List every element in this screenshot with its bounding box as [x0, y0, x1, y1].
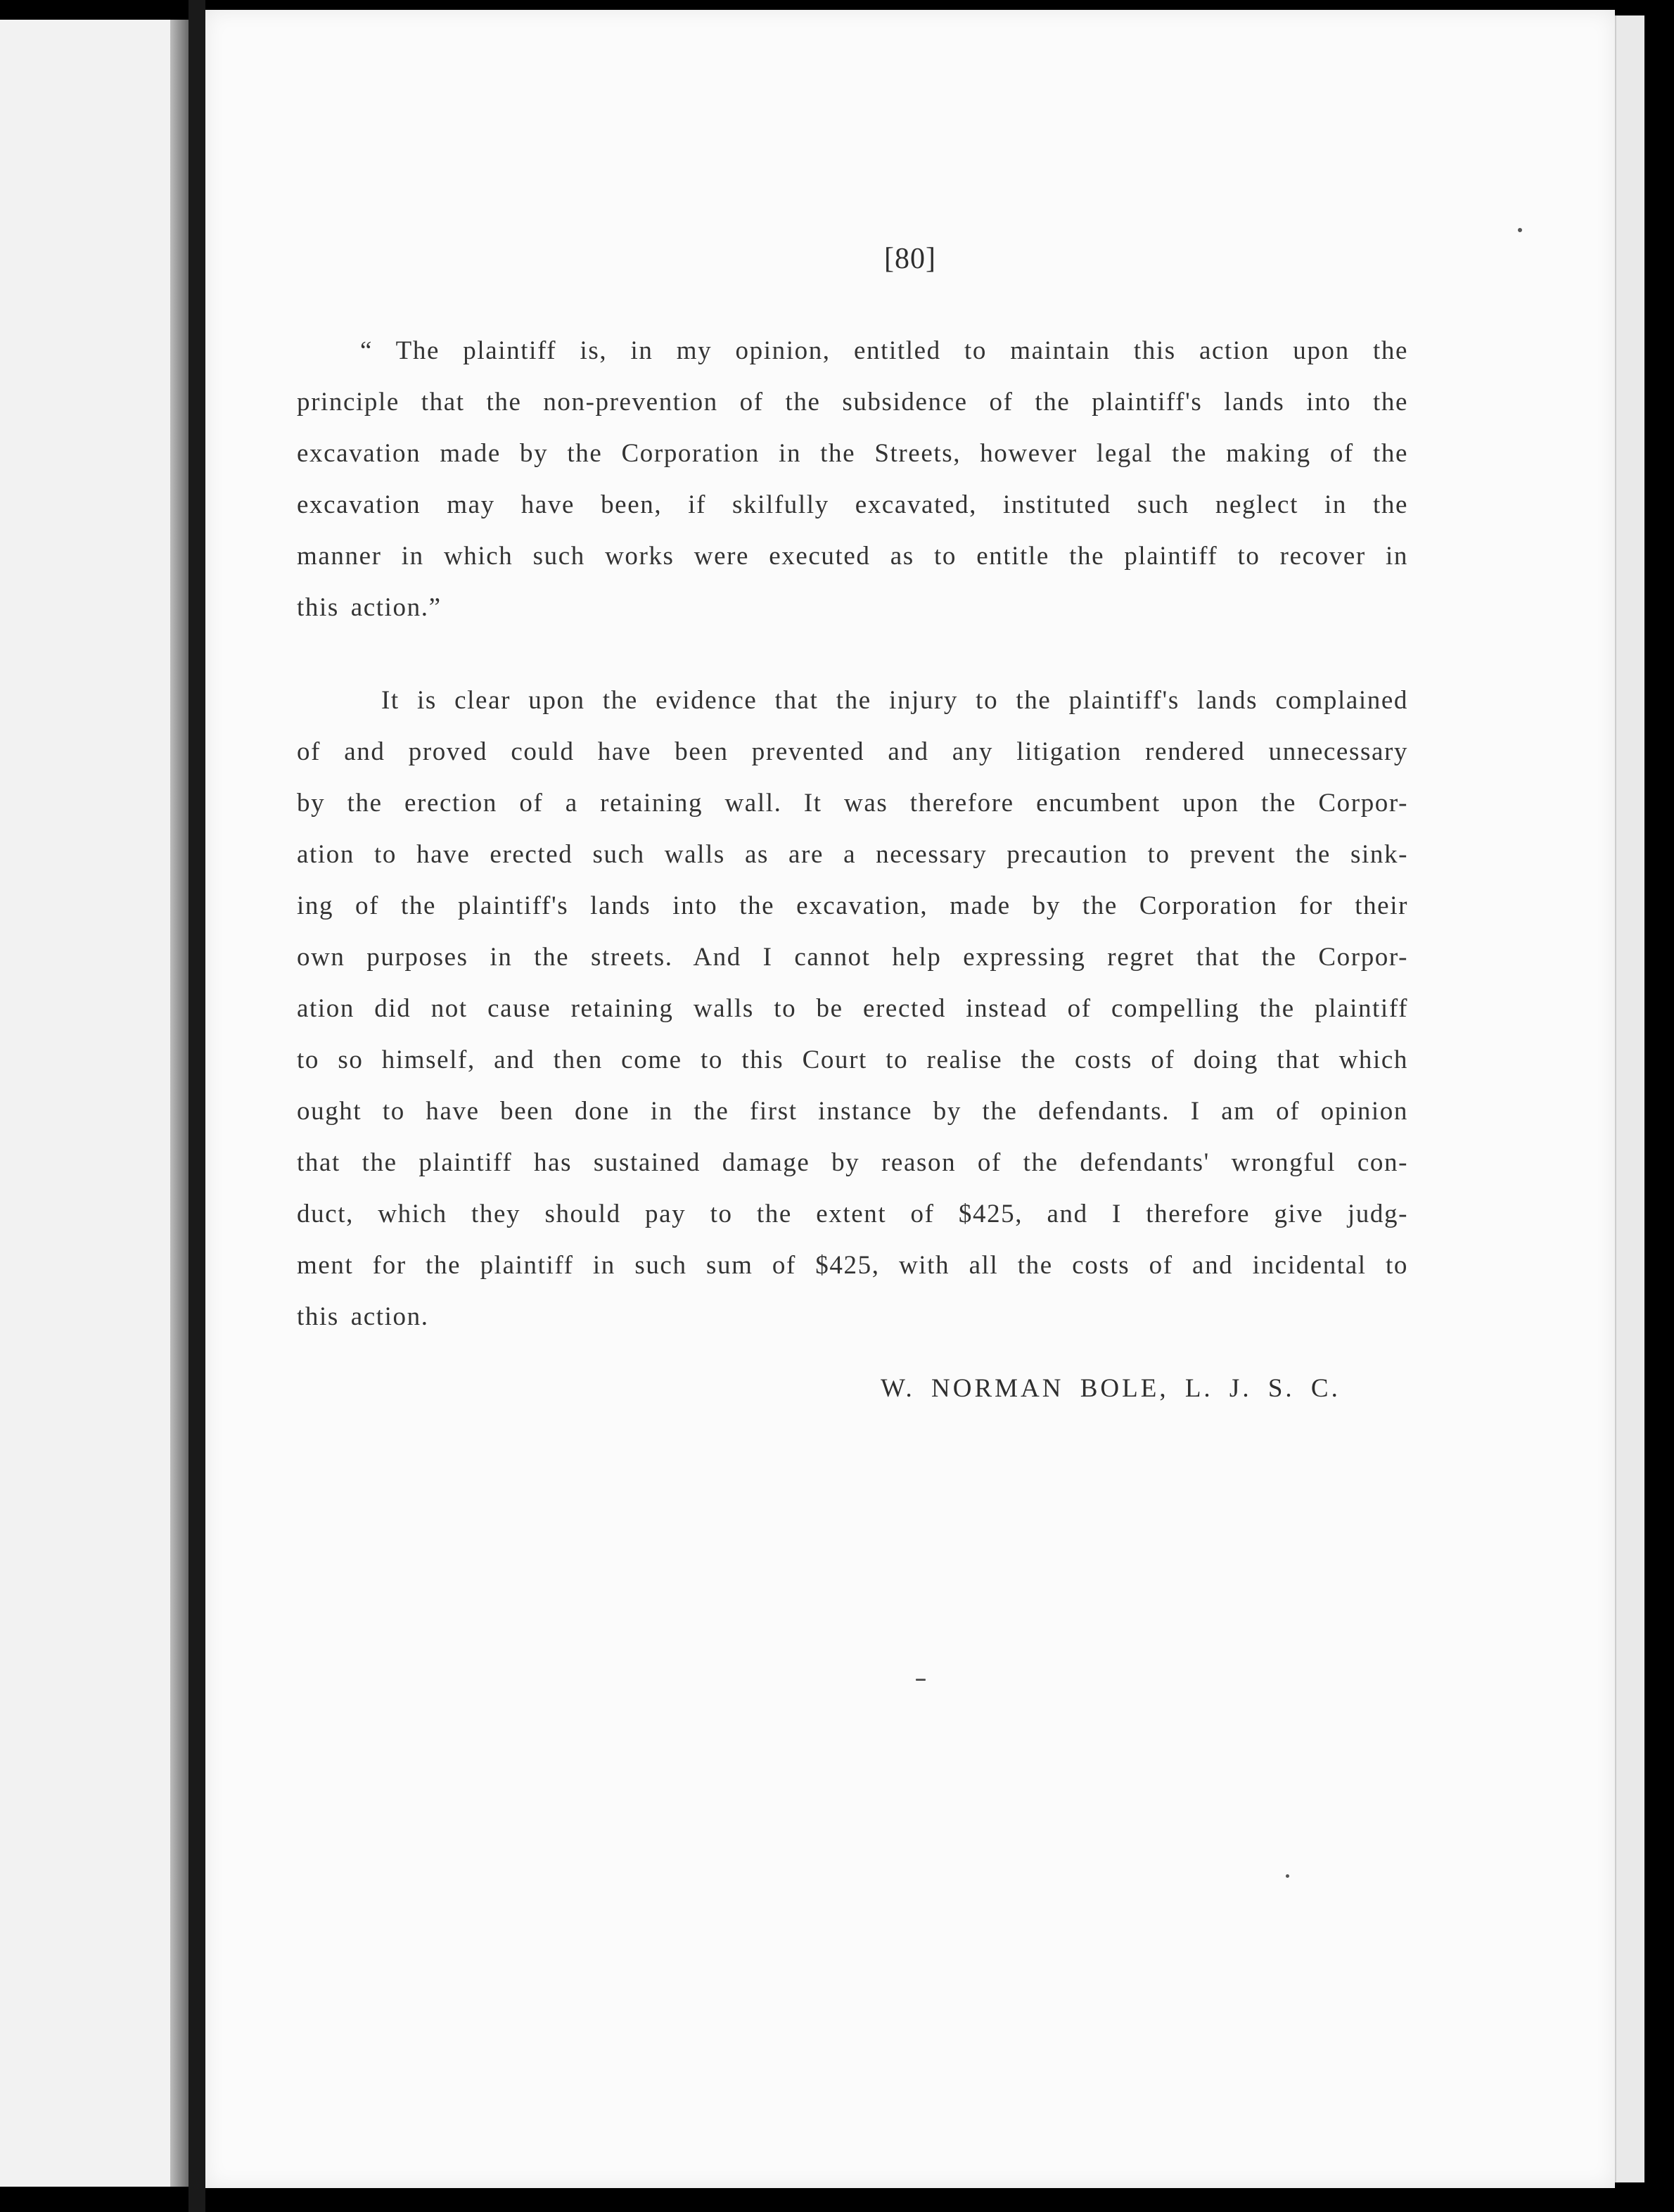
text-line: ought to have been done in the first instance by the defendants. I am of opinion: [297, 1097, 1408, 1126]
paragraph-judgment: [297, 675, 1408, 1342]
page-fold-shadow: [170, 20, 189, 2187]
text-line: that the plaintiff has sustained damage by reason of the defendants' wrongful con-: [297, 1148, 1408, 1177]
adjacent-page-edge: [0, 20, 191, 2187]
text-line: excavation may have been, if skilfully excavated, instituted such neglect in the: [297, 490, 1408, 519]
text-line: “ The plaintiff is, in my opinion, entitled to maintain this action upon the: [360, 336, 1408, 365]
text-line: ation to have erected such walls as are a necessary precaution to prevent the sink-: [297, 840, 1408, 869]
paragraph-quoted-opinion: [297, 325, 1408, 633]
page-right-edge: [1615, 15, 1644, 2182]
text-line: this action.: [297, 1302, 429, 1331]
text-line: of and proved could have been prevented and any litigation rendered unnecessary: [297, 737, 1408, 766]
text-line: ment for the plaintiff in such sum of $425, with all the costs of and incidental to: [297, 1251, 1408, 1280]
text-line: principle that the non-prevention of the subsidence of the plaintiff's lands into the: [297, 388, 1408, 417]
text-line: manner in which such works were executed as to entitle the plaintiff to recover in: [297, 542, 1408, 571]
scan-speck: [1286, 1874, 1289, 1878]
text-line: ing of the plaintiff's lands into the excavation, made by the Corporation for their: [297, 891, 1408, 920]
text-line: by the erection of a retaining wall. It was therefore encumbent upon the Corpor-: [297, 789, 1408, 818]
judge-signature: W. NORMAN BOLE, L. J. S. C.: [881, 1374, 1341, 1403]
binding-gutter: [189, 0, 205, 2212]
text-line: duct, which they should pay to the extent of $425, and I therefore give judg-: [297, 1200, 1408, 1228]
text-line: It is clear upon the evidence that the injury to the plaintiff's lands complained: [381, 686, 1408, 715]
scan-speck: [1518, 228, 1522, 232]
scan-speck: [916, 1679, 926, 1681]
page-number: [80]: [884, 243, 936, 275]
text-line: own purposes in the streets. And I cannot help expressing regret that the Corpor-: [297, 943, 1408, 972]
scanned-page: [205, 10, 1615, 2188]
text-line: excavation made by the Corporation in the Streets, however legal the making of the: [297, 439, 1408, 468]
text-line: ation did not cause retaining walls to be erected instead of compelling the plaintiff: [297, 994, 1408, 1023]
text-line: this action.”: [297, 593, 442, 622]
text-line: to so himself, and then come to this Court to realise the costs of doing that which: [297, 1045, 1408, 1074]
